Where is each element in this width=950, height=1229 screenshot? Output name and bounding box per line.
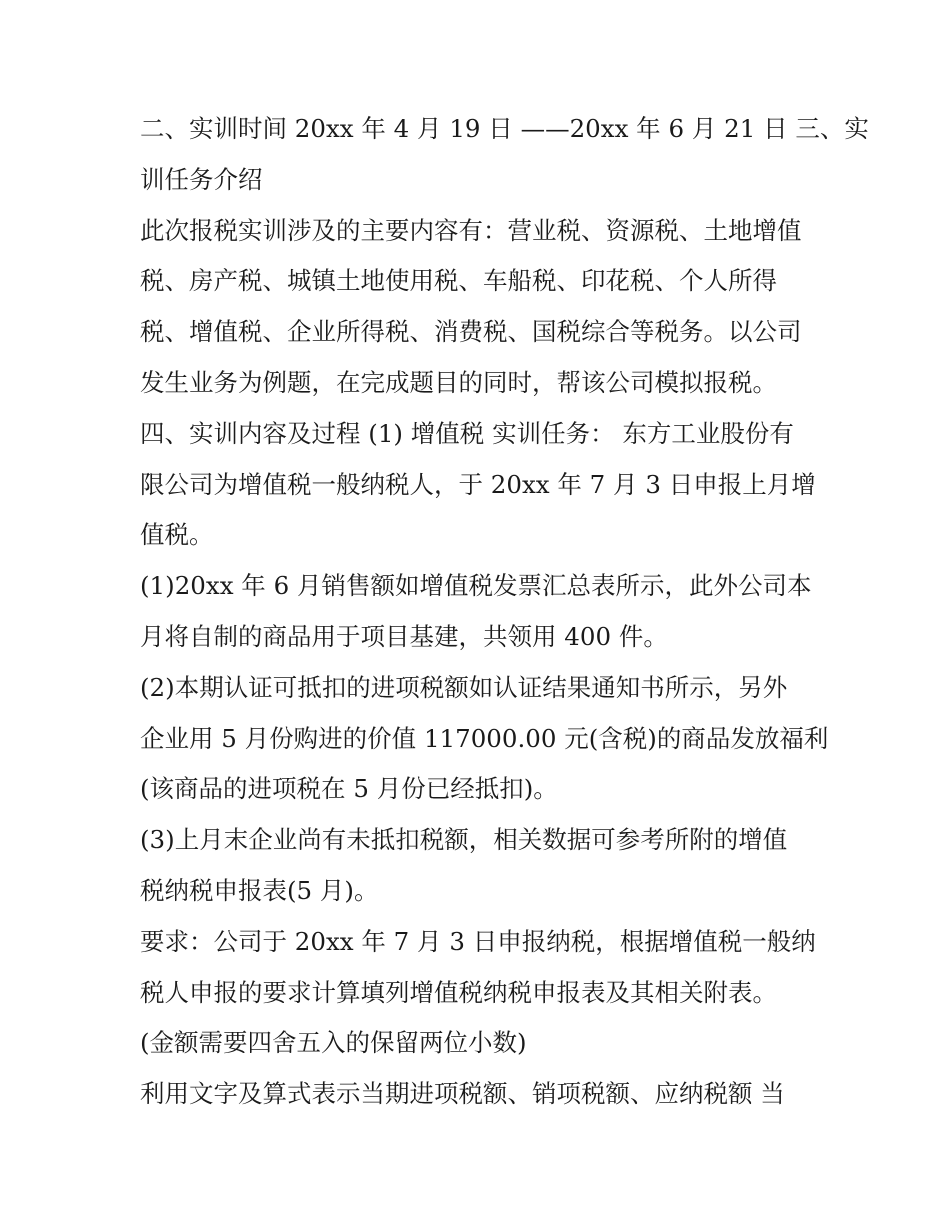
- text-line: 税、房产税、城镇土地使用税、车船税、印花税、个人所得: [140, 266, 777, 296]
- text-line: 限公司为增值税一般纳税人，于 20xx 年 7 月 3 日申报上月增: [140, 469, 816, 499]
- document-body: [140, 104, 869, 1120]
- text-line: 四、实训内容及过程 (1) 增值税 实训任务： 东方工业股份有: [140, 418, 794, 448]
- text-line: 企业用 5 月份购进的价值 117000.00 元(含税)的商品发放福利: [140, 723, 829, 753]
- text-line: (1)20xx 年 6 月销售额如增值税发票汇总表所示，此外公司本: [140, 571, 812, 601]
- text-line: 税、增值税、企业所得税、消费税、国税综合等税务。以公司: [140, 317, 802, 347]
- text-line: (该商品的进项税在 5 月份已经抵扣)。: [140, 774, 558, 804]
- text-line: (2)本期认证可抵扣的进项税额如认证结果通知书所示，另外: [140, 672, 788, 702]
- text-line: 训任务介绍: [140, 164, 263, 194]
- text-line: 月将自制的商品用于项目基建，共领用 400 件。: [140, 621, 668, 651]
- text-line: 税纳税申报表(5 月)。: [140, 875, 379, 905]
- text-line: 发生业务为例题，在完成题目的同时，帮该公司模拟报税。: [140, 367, 777, 397]
- text-line: 此次报税实训涉及的主要内容有：营业税、资源税、土地增值: [140, 215, 802, 245]
- text-line: 利用文字及算式表示当期进项税额、销项税额、应纳税额 当: [140, 1079, 785, 1109]
- text-line: 税人申报的要求计算填列增值税纳税申报表及其相关附表。: [140, 977, 777, 1007]
- text-line: 要求：公司于 20xx 年 7 月 3 日申报纳税，根据增值税一般纳: [140, 926, 816, 956]
- text-line: 二、实训时间 20xx 年 4 月 19 日 ——20xx 年 6 月 21 日 三、实: [140, 114, 869, 143]
- text-line: (3)上月末企业尚有未抵扣税额，相关数据可参考所附的增值: [140, 825, 788, 855]
- text-line: (金额需要四舍五入的保留两位小数): [140, 1028, 527, 1058]
- text-line: 值税。: [140, 520, 214, 550]
